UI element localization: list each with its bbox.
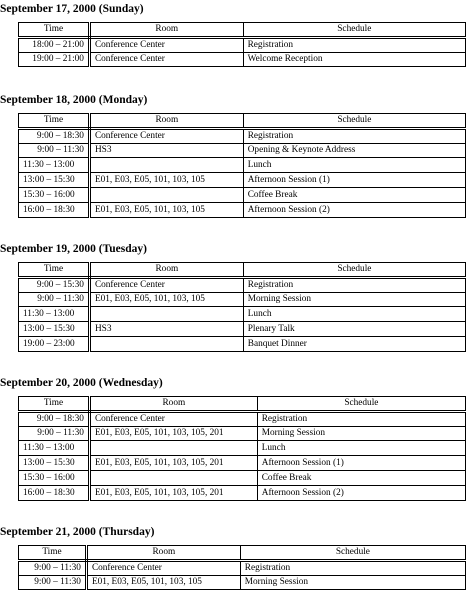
day-heading: September 20, 2000 (Wednesday) (0, 377, 163, 389)
table-row (19, 470, 466, 485)
table-header-row (19, 23, 466, 38)
room-cell (89, 158, 243, 173)
room-cell: E01, E03, E05, 101, 103, 105, 201 (89, 485, 257, 500)
schedule-cell: Registration (243, 277, 465, 292)
room-cell: E01, E03, E05, 101, 103, 105 (89, 173, 243, 188)
schedule-cell: Lunch (257, 441, 465, 456)
schedule-cell: Registration (243, 37, 465, 52)
table-row (19, 485, 466, 500)
time-cell: 9:00 – 11:30 (19, 143, 90, 158)
schedule-cell: Registration (243, 128, 465, 143)
table-header-row (19, 397, 466, 412)
column-header-room: Room (89, 397, 257, 412)
room-cell: E01, E03, E05, 101, 103, 105, 201 (89, 426, 257, 441)
schedule-cell: Afternoon Session (1) (243, 173, 465, 188)
column-header-room: Room (89, 263, 243, 278)
table-row (19, 336, 466, 351)
table-row (19, 158, 466, 173)
table-row (19, 292, 466, 307)
room-cell: Conference Center (89, 411, 257, 426)
time-cell: 16:00 – 18:30 (19, 485, 90, 500)
schedule-table (18, 262, 466, 352)
time-cell: 19:00 – 21:00 (19, 52, 90, 67)
room-cell: Conference Center (89, 128, 243, 143)
table-row (19, 307, 466, 322)
column-header-time: Time (19, 114, 90, 129)
time-cell: 15:30 – 16:00 (19, 470, 90, 485)
time-cell: 19:00 – 23:00 (19, 336, 90, 351)
room-cell: E01, E03, E05, 101, 103, 105 (89, 202, 243, 217)
table-header-row (19, 546, 466, 561)
table-row (19, 37, 466, 52)
schedule-cell: Morning Session (257, 426, 465, 441)
schedule-table (18, 545, 466, 590)
schedule-cell: Registration (257, 411, 465, 426)
column-header-time: Time (19, 23, 90, 38)
schedule-cell: Lunch (243, 307, 465, 322)
column-header-schedule: Schedule (240, 546, 465, 561)
table-row (19, 411, 466, 426)
room-cell (89, 336, 243, 351)
schedule-cell: Afternoon Session (2) (243, 202, 465, 217)
schedule-cell: Lunch (243, 158, 465, 173)
column-header-schedule: Schedule (243, 114, 465, 129)
time-cell: 11:30 – 13:00 (19, 158, 90, 173)
room-cell: E01, E03, E05, 101, 103, 105 (86, 575, 240, 590)
column-header-room: Room (86, 546, 240, 561)
time-cell: 18:00 – 21:00 (19, 37, 90, 52)
room-cell: Conference Center (89, 52, 243, 67)
table-row (19, 322, 466, 337)
day-heading: September 18, 2000 (Monday) (0, 94, 148, 106)
room-cell: Conference Center (86, 560, 240, 575)
time-cell: 9:00 – 11:30 (19, 575, 87, 590)
schedule-cell: Coffee Break (243, 187, 465, 202)
table-row (19, 277, 466, 292)
room-cell: E01, E03, E05, 101, 103, 105 (89, 292, 243, 307)
schedule-table (18, 22, 466, 67)
column-header-schedule: Schedule (257, 397, 465, 412)
time-cell: 11:30 – 13:00 (19, 307, 90, 322)
room-cell (89, 441, 257, 456)
schedule-cell: Afternoon Session (1) (257, 456, 465, 471)
table-header-row (19, 263, 466, 278)
table-row (19, 560, 466, 575)
day-heading: September 21, 2000 (Thursday) (0, 526, 155, 538)
schedule-table (18, 113, 466, 218)
table-row (19, 441, 466, 456)
table-row (19, 128, 466, 143)
room-cell (89, 187, 243, 202)
room-cell: HS3 (89, 322, 243, 337)
column-header-time: Time (19, 263, 90, 278)
time-cell: 13:00 – 15:30 (19, 173, 90, 188)
column-header-room: Room (89, 23, 243, 38)
time-cell: 16:00 – 18:30 (19, 202, 90, 217)
schedule-cell: Opening & Keynote Address (243, 143, 465, 158)
table-row (19, 456, 466, 471)
room-cell: E01, E03, E05, 101, 103, 105, 201 (89, 456, 257, 471)
day-heading: September 19, 2000 (Tuesday) (0, 243, 147, 255)
schedule-cell: Coffee Break (257, 470, 465, 485)
time-cell: 13:00 – 15:30 (19, 322, 90, 337)
table-row (19, 173, 466, 188)
room-cell (89, 470, 257, 485)
time-cell: 15:30 – 16:00 (19, 187, 90, 202)
time-cell: 9:00 – 11:30 (19, 560, 87, 575)
column-header-room: Room (89, 114, 243, 129)
time-cell: 11:30 – 13:00 (19, 441, 90, 456)
time-cell: 9:00 – 15:30 (19, 277, 90, 292)
table-row (19, 575, 466, 590)
schedule-cell: Plenary Talk (243, 322, 465, 337)
table-row (19, 143, 466, 158)
room-cell (89, 307, 243, 322)
time-cell: 9:00 – 11:30 (19, 292, 90, 307)
schedule-cell: Morning Session (243, 292, 465, 307)
column-header-schedule: Schedule (243, 263, 465, 278)
schedule-cell: Registration (240, 560, 465, 575)
column-header-schedule: Schedule (243, 23, 465, 38)
schedule-cell: Banquet Dinner (243, 336, 465, 351)
column-header-time: Time (19, 546, 87, 561)
room-cell: Conference Center (89, 277, 243, 292)
table-row (19, 187, 466, 202)
schedule-table (18, 396, 466, 501)
room-cell: HS3 (89, 143, 243, 158)
table-row (19, 52, 466, 67)
column-header-time: Time (19, 397, 90, 412)
time-cell: 9:00 – 11:30 (19, 426, 90, 441)
room-cell: Conference Center (89, 37, 243, 52)
schedule-cell: Welcome Reception (243, 52, 465, 67)
schedule-cell: Morning Session (240, 575, 465, 590)
time-cell: 9:00 – 18:30 (19, 411, 90, 426)
table-row (19, 202, 466, 217)
table-header-row (19, 114, 466, 129)
time-cell: 9:00 – 18:30 (19, 128, 90, 143)
time-cell: 13:00 – 15:30 (19, 456, 90, 471)
table-row (19, 426, 466, 441)
day-heading: September 17, 2000 (Sunday) (0, 3, 144, 15)
schedule-cell: Afternoon Session (2) (257, 485, 465, 500)
